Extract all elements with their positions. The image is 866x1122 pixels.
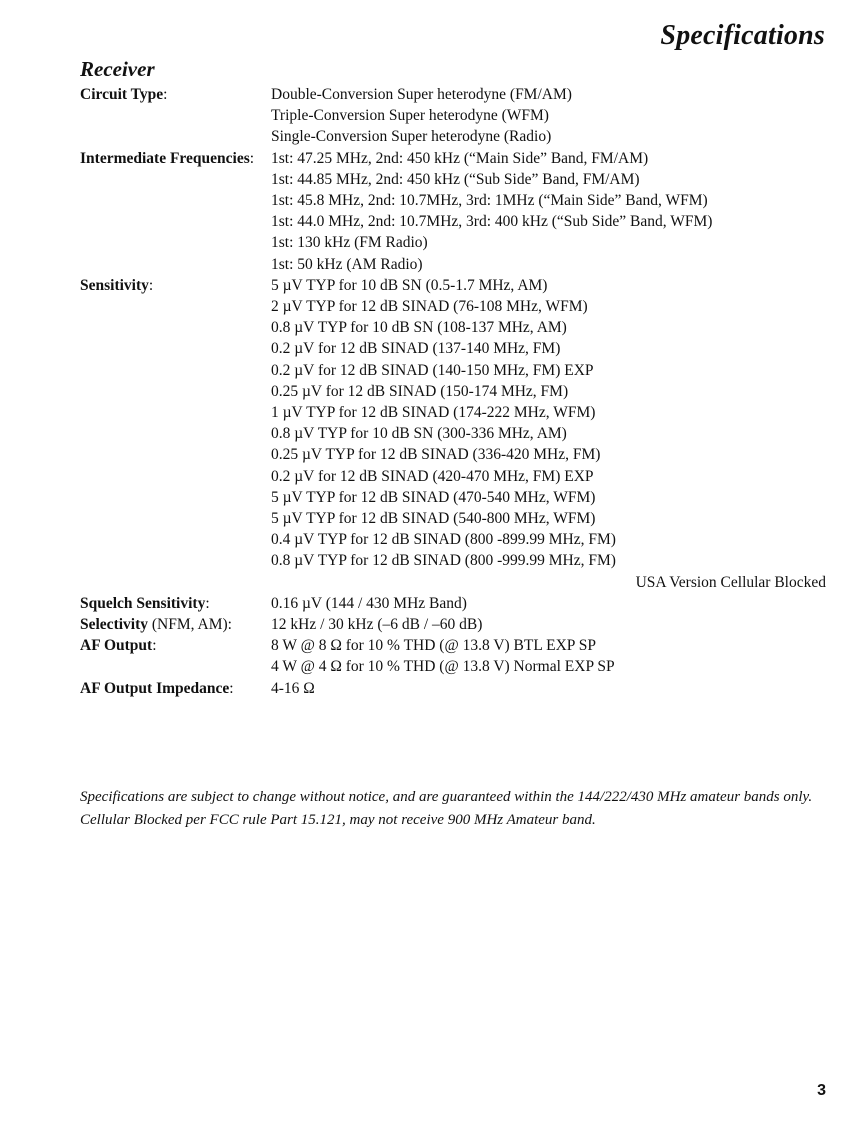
spec-row-af-output [80,635,826,677]
spec-value: 0.2 µV for 12 dB SINAD (420-470 MHz, FM) EXP [271,467,594,485]
spec-label [80,635,271,677]
spec-label-bold: AF Output [80,637,153,655]
page-title: Specifications [660,20,825,51]
spec-value: 0.2 µV for 12 dB SINAD (140-150 MHz, FM) EXP [271,361,594,379]
spec-label-suffix: : [148,276,154,294]
spec-label [80,148,271,275]
spec-value: 5 µV TYP for 10 dB SN (0.5-1.7 MHz, AM) [271,276,548,294]
spec-values [271,275,826,572]
footnote-specifications-change: Specifications are subject to change without notice, and are guaranteed within the 144/222/430 MHz amateur bands only. [80,789,813,805]
spec-values [271,678,826,699]
footnotes [80,786,828,832]
spec-row-sensitivity [80,275,826,572]
spec-label [80,593,271,614]
spec-label [80,678,271,699]
spec-values [271,614,826,635]
spec-value: 0.16 µV (144 / 430 MHz Band) [271,594,467,612]
spec-label [80,614,271,635]
spec-label-suffix: : [249,149,255,167]
spec-label [80,84,271,148]
spec-label-bold: Selectivity [80,616,149,634]
spec-value: 1st: 50 kHz (AM Radio) [271,255,423,273]
spec-value: Double-Conversion Super heterodyne (FM/AM) [271,86,572,103]
section-title-receiver: Receiver [80,57,155,81]
spec-value: 12 kHz / 30 kHz (–6 dB / –60 dB) [271,616,483,634]
spec-value: 1st: 44.85 MHz, 2nd: 450 kHz (“Sub Side” Band, FM/AM) [271,170,640,188]
spec-value: 1st: 44.0 MHz, 2nd: 10.7MHz, 3rd: 400 kHz (“Sub Side” Band, WFM) [271,213,713,231]
page-number: 3 [817,1082,826,1099]
spec-label-suffix: : [229,679,234,697]
spec-label-suffix: : [205,594,210,612]
spec-value: 4-16 Ω [271,679,315,697]
spec-label [80,275,271,572]
spec-values [271,635,826,677]
spec-label-bold: AF Output Impedance [80,679,230,697]
spec-row-selectivity [80,614,826,635]
spec-value: 1st: 47.25 MHz, 2nd: 450 kHz (“Main Side” Band, FM/AM) [271,149,649,167]
spec-label-bold: Squelch Sensitivity [80,594,206,612]
spec-list [80,84,826,699]
spec-value: Triple-Conversion Super heterodyne (WFM) [271,107,549,125]
spec-value: 8 W @ 8 Ω for 10 % THD (@ 13.8 V) BTL EXP SP [271,637,596,655]
spec-values [271,84,826,148]
spec-row-intermediate-frequencies [80,148,826,275]
spec-values [271,148,826,275]
spec-label-bold: Sensitivity [80,276,149,294]
spec-row-circuit-type [80,84,826,148]
spec-value: 1st: 130 kHz (FM Radio) [271,234,428,252]
spec-values [271,593,826,614]
spec-label-bold: Circuit Type [80,86,164,103]
spec-value: 5 µV TYP for 12 dB SINAD (540-800 MHz, WFM) [271,510,596,528]
spec-value: 2 µV TYP for 12 dB SINAD (76-108 MHz, WFM) [271,298,588,316]
spec-value: 0.8 µV TYP for 10 dB SN (300-336 MHz, AM) [271,425,567,443]
spec-label-suffix: (NFM, AM): [148,616,232,634]
cellular-blocked-note: USA Version Cellular Blocked [635,573,826,591]
spec-value: Single-Conversion Super heterodyne (Radio) [271,128,552,146]
spec-value: 0.8 µV TYP for 10 dB SN (108-137 MHz, AM) [271,319,567,337]
spec-value: 0.8 µV TYP for 12 dB SINAD (800 -999.99 MHz, FM) [271,552,616,570]
spec-value: 1 µV TYP for 12 dB SINAD (174-222 MHz, WFM) [271,404,596,422]
spec-value: 0.4 µV TYP for 12 dB SINAD (800 -899.99 MHz, FM) [271,531,616,549]
spec-label-bold: Intermediate Frequencies [80,149,250,167]
spec-value: 4 W @ 4 Ω for 10 % THD (@ 13.8 V) Normal EXP SP [271,658,615,676]
spec-value: 0.2 µV for 12 dB SINAD (137-140 MHz, FM) [271,340,561,358]
footnote-cellular-blocked: Cellular Blocked per FCC rule Part 15.121, may not receive 900 MHz Amateur band. [80,812,596,828]
spec-value: 0.25 µV for 12 dB SINAD (150-174 MHz, FM) [271,382,569,400]
spec-label-suffix: : [152,637,157,655]
spec-value: 5 µV TYP for 12 dB SINAD (470-540 MHz, WFM) [271,488,596,506]
spec-value: 1st: 45.8 MHz, 2nd: 10.7MHz, 3rd: 1MHz (“Main Side” Band, WFM) [271,192,708,210]
spec-label-suffix: : [163,86,168,103]
spec-row-squelch-sensitivity [80,593,826,614]
spec-row-af-output-impedance [80,678,826,699]
spec-value: 0.25 µV TYP for 12 dB SINAD (336-420 MHz, FM) [271,446,601,464]
